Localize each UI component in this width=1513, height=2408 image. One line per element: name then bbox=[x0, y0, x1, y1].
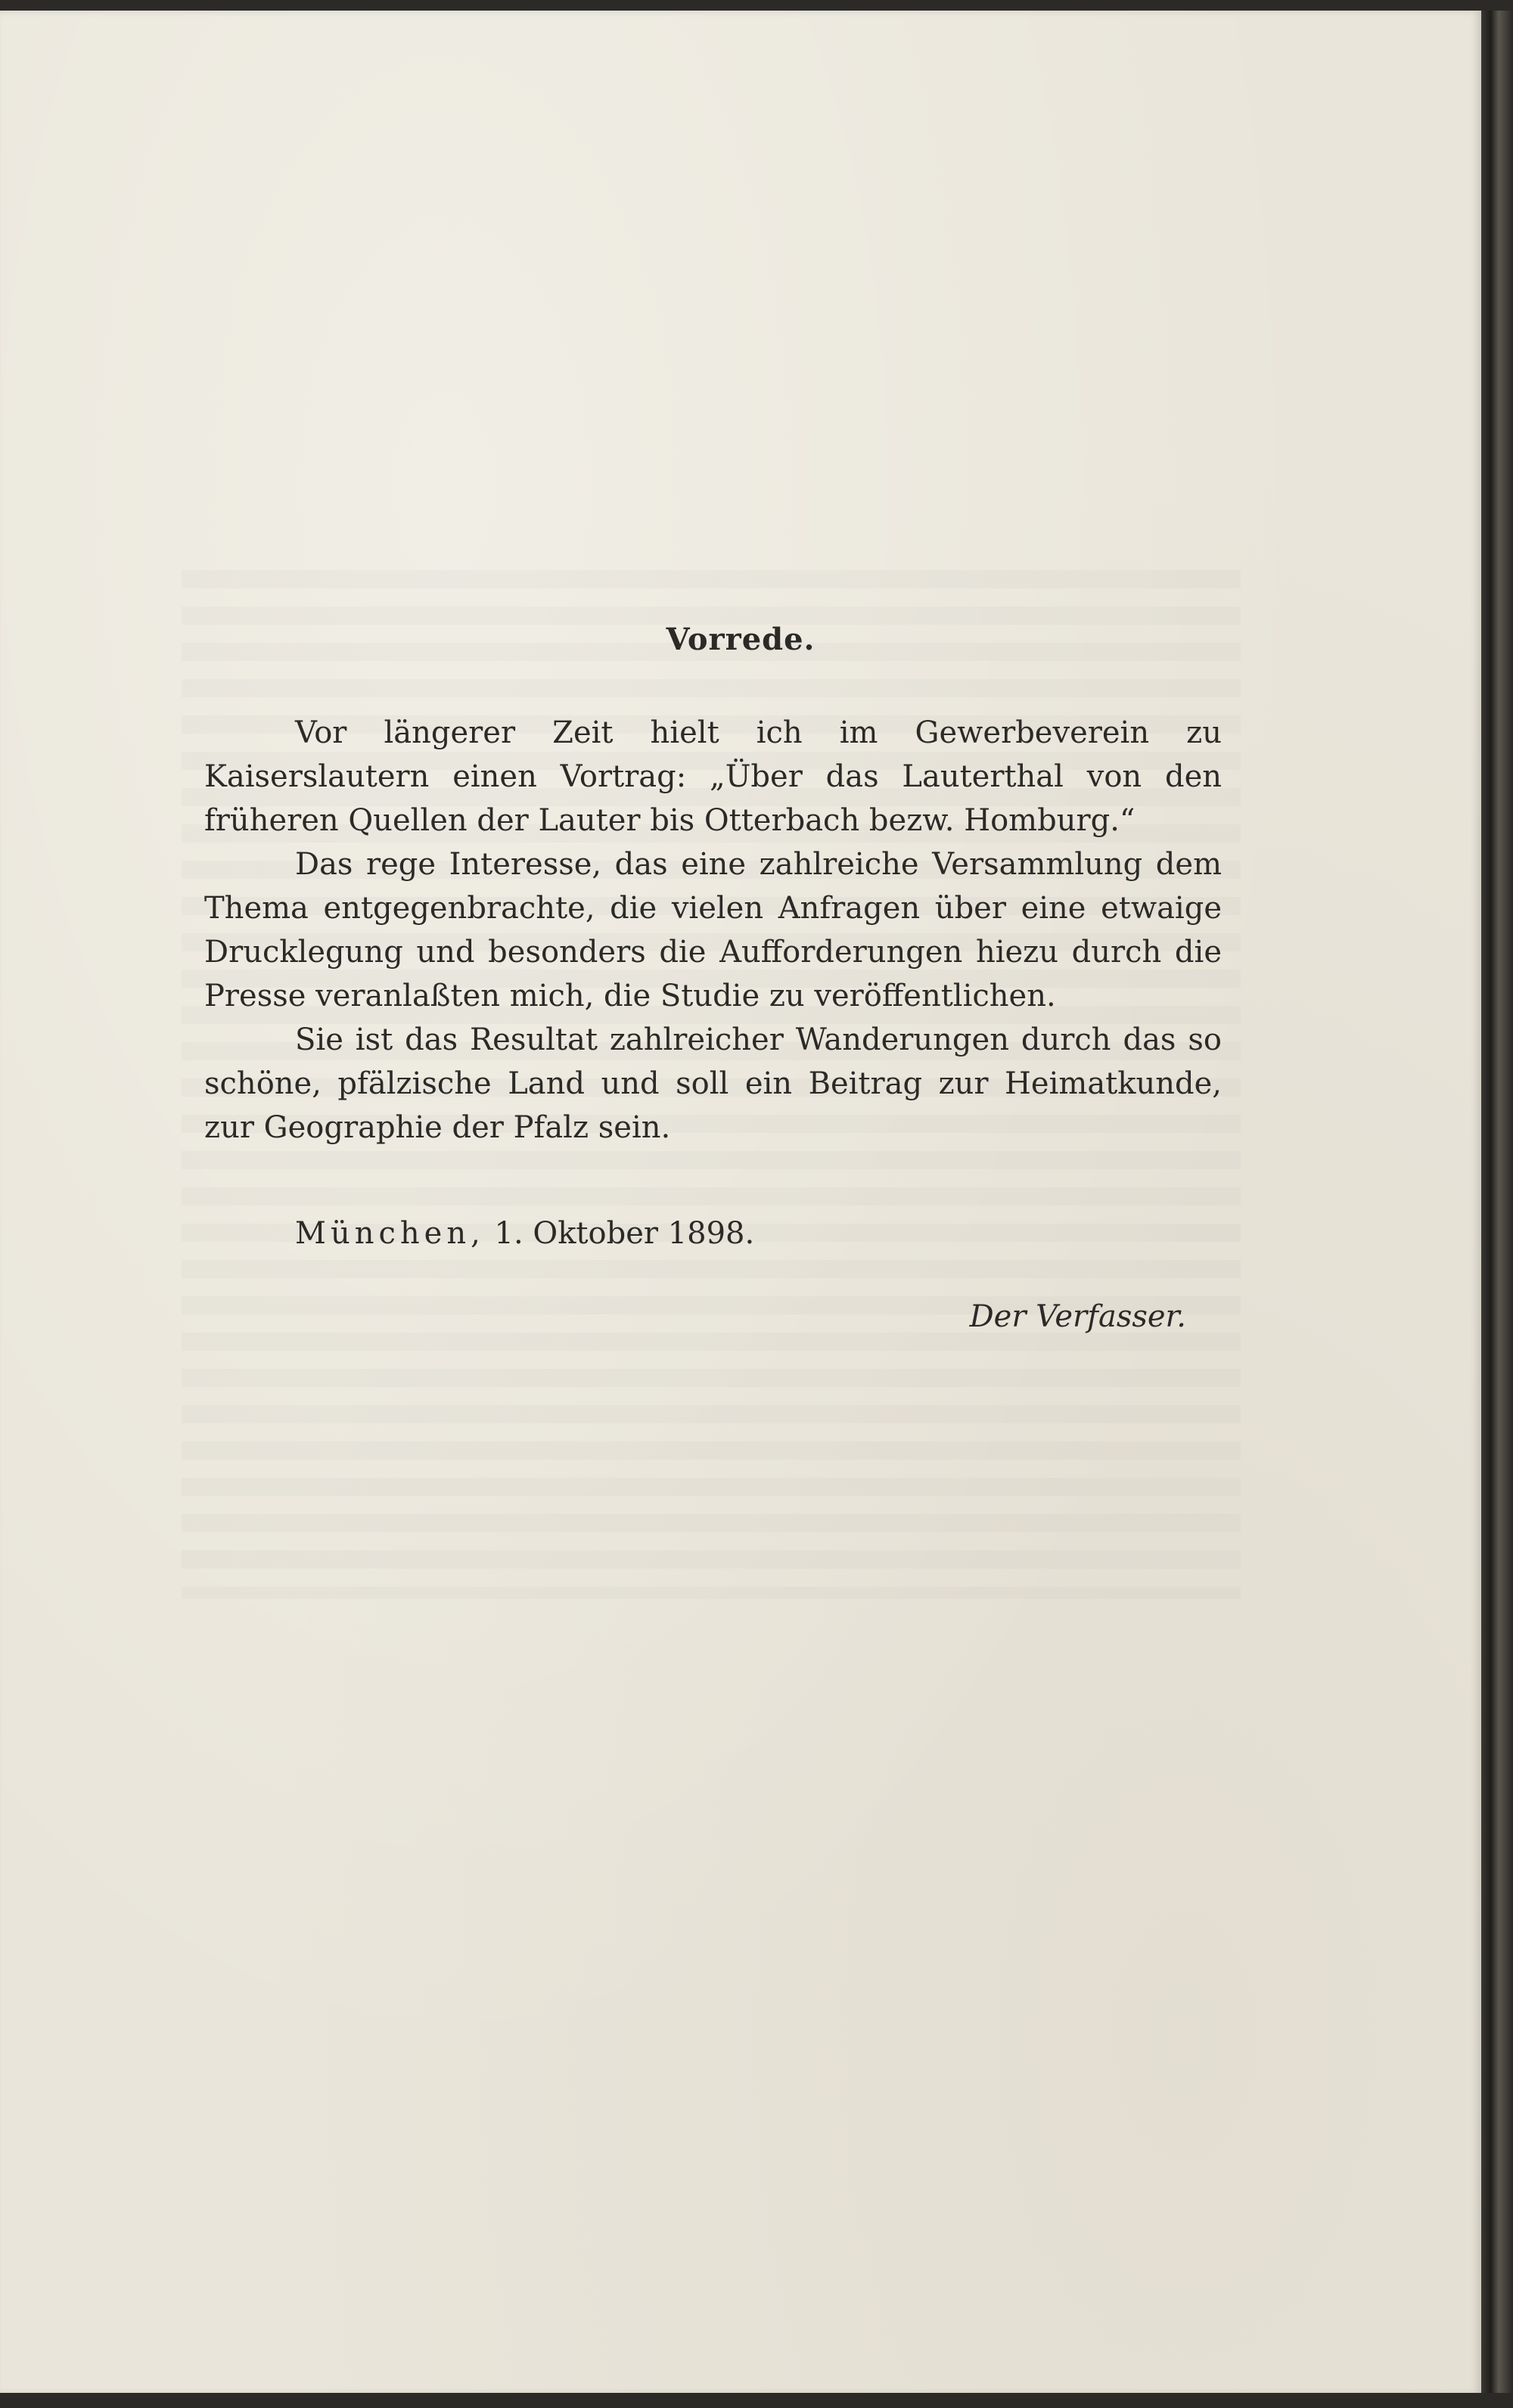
place-and-date bbox=[295, 1216, 754, 1251]
book-spine-edge bbox=[1481, 11, 1513, 2394]
place: München, bbox=[295, 1216, 485, 1251]
paragraph-3: Sie ist das Resultat zahlreicher Wanderungen durch das so schöne, pfälzische Land und soll ein Beitrag zur Heimatkunde, zur Geographie der Pfalz sein. bbox=[204, 1022, 1222, 1145]
author-signature: Der Verfasser. bbox=[969, 1299, 1186, 1334]
preface-body bbox=[204, 711, 1222, 1150]
page-title: Vorrede. bbox=[666, 622, 816, 657]
paragraph-2: Das rege Interesse, das eine zahlreiche Versammlung dem Thema entgegenbrachte, die vielen Anfragen über eine etwaige Drucklegung und besonders die Aufforderungen hiezu durch die Presse veranlaßten mich, die Studie zu veröffentlichen. bbox=[204, 847, 1222, 1013]
paragraph-1: Vor längerer Zeit hielt ich im Gewerbeverein zu Kaiserslautern einen Vortrag: „Über das Lauterthal von den früheren Quellen der Lauter bis Otterbach bezw. Homburg.“ bbox=[204, 715, 1222, 838]
date: 1. Oktober 1898. bbox=[494, 1216, 755, 1251]
bottom-edge bbox=[0, 2393, 1513, 2408]
book-page bbox=[0, 11, 1481, 2394]
